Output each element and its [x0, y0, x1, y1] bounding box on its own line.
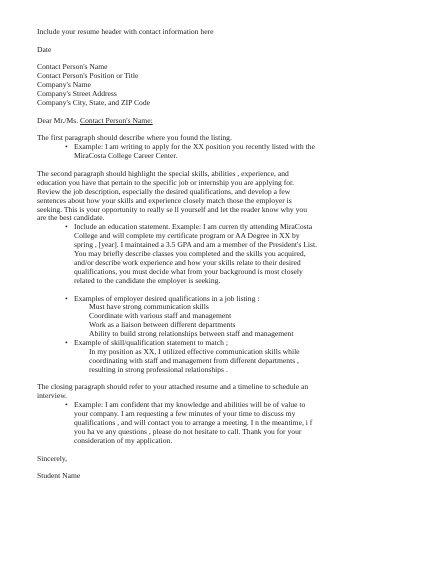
paragraph-2-line: The second paragraph should highlight the special skills, abilities , experience, and — [37, 168, 289, 178]
date-line: Date — [37, 44, 52, 54]
paragraph-1 — [37, 134, 407, 161]
closing-example-line: qualifications , and will contact you to arrange a meeting. I n the meantime, i f — [74, 418, 313, 428]
education-line: You may briefly describe classes you completed and the skills you acquired, — [74, 249, 306, 259]
qualification-item: Ability to build strong relationships between staff and management — [89, 329, 294, 339]
paragraph-2-line: Review the job description, especially the desired qualifications, and develop a few — [37, 186, 291, 196]
skill-line: In my position as XX, I utilized effective communication skills while — [89, 346, 300, 356]
skill-line: coordinating with staff and management from different departments , — [89, 355, 299, 365]
qualification-item: Coordinate with various staff and management — [89, 311, 232, 321]
paragraph-2-line: education you have that pertain to the specific job or internship you are applying for. — [37, 177, 295, 187]
paragraph-3 — [37, 383, 407, 445]
list-item — [37, 295, 407, 304]
contact-title: Contact Person's Position or Title — [37, 71, 139, 81]
paragraph-2-line: are the best candidate. — [37, 213, 105, 223]
paragraph-2-line: seeking. This is your opportunity to really se ll yourself and let the reader know why you — [37, 204, 308, 214]
paragraph-3-list — [37, 401, 407, 446]
paragraph-2-line: sentences about how your skills and experience closely match those the employer is — [37, 195, 292, 205]
company-city-state-zip: Company's City, State, and ZIP Code — [37, 98, 151, 108]
qualification-item: Must have strong communication skills — [89, 302, 209, 312]
bullet-icon: • — [65, 222, 68, 232]
company-name: Company's Name — [37, 80, 91, 90]
paragraph-3-line: interview. — [37, 391, 68, 401]
qualification-item: Work as a liaison between different departments — [89, 320, 236, 330]
closing-example-line: your company. I am requesting a few minutes of your time to discuss my — [74, 409, 296, 419]
signature: Student Name — [37, 471, 81, 481]
education-line: qualifications, you must decide what from your background is most closely — [74, 266, 303, 276]
salutation-name: Contact Person's Name: — [80, 115, 153, 125]
company-street: Company's Street Address — [37, 89, 117, 99]
paragraph-1-text: The first paragraph should describe where you found the listing. — [37, 133, 232, 143]
skill-list — [37, 339, 407, 348]
example-line: MiraCosta College Career Center. — [74, 151, 178, 161]
paragraph-1-list — [37, 143, 407, 161]
bullet-icon: • — [65, 338, 68, 348]
bullet-icon: • — [65, 293, 68, 303]
paragraph-3-line: The closing paragraph should refer to your attached resume and a timeline to schedule an — [37, 382, 309, 392]
bullet-icon: • — [65, 400, 68, 410]
qualifications-section — [37, 295, 407, 375]
education-line: spring , [year]. I maintained a 3.5 GPA and am a member of the President's List. — [74, 240, 317, 250]
example-line: Example: I am writing to apply for the XX position you recently listed with the — [74, 142, 315, 152]
paragraph-2-list — [37, 223, 407, 285]
bullet-icon: • — [65, 142, 68, 152]
qualifications-label: Examples of employer desired qualifications in a job listing : — [74, 293, 260, 303]
education-line: Include an education statement. Example: I am curren tly attending MiraCosta — [74, 222, 313, 232]
skill-label: Example of skill/qualification statement to match ; — [74, 338, 228, 348]
education-line: and/or describe work experience and how your skills relate to their desired — [74, 258, 301, 268]
contact-name: Contact Person's Name — [37, 62, 108, 72]
list-item — [37, 143, 407, 161]
list-item — [37, 401, 407, 446]
contact-block — [37, 63, 407, 108]
list-item — [37, 339, 407, 348]
header-note: Include your resume header with contact information here — [37, 27, 214, 36]
closing-example-line: you ha ve any questions , please do not hesitate to call. Thank you for your — [74, 427, 302, 437]
closing-example-line: consideration of my application. — [74, 435, 173, 445]
salutation-prefix: Dear Mr./Ms. — [37, 115, 81, 125]
skill-line: resulting in strong professional relationships . — [89, 364, 228, 374]
closing-example-line: Example: I am confident that my knowledge and abilities will be of value to — [74, 400, 306, 410]
salutation — [37, 117, 407, 126]
qualifications-list — [37, 295, 407, 304]
paragraph-2 — [37, 170, 407, 286]
closing: Sincerely, — [37, 453, 68, 463]
list-item — [37, 223, 407, 285]
education-line: College and will complete my certificate program or AA Degree in XX by — [74, 231, 300, 241]
cover-letter-page — [37, 28, 407, 481]
education-line: related to the candidate the employer is seeking. — [74, 275, 221, 285]
